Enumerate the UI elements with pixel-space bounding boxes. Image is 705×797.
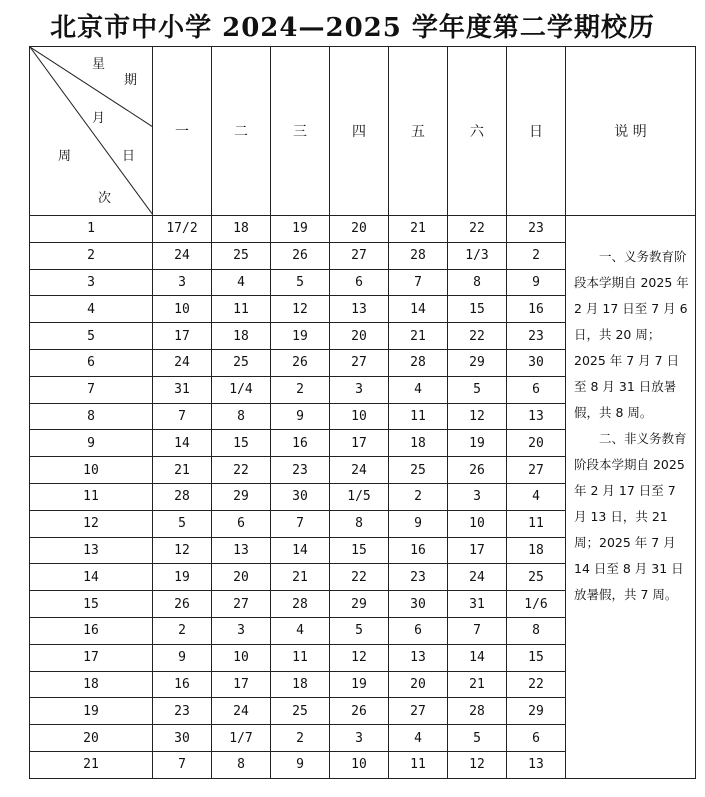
day-cell: 9 <box>153 644 212 671</box>
day-cell: 19 <box>271 216 330 243</box>
day-cell: 6 <box>330 269 389 296</box>
day-cell: 4 <box>389 376 448 403</box>
day-cell: 10 <box>448 510 507 537</box>
week-number-cell: 19 <box>30 698 153 725</box>
day-cell: 4 <box>212 269 271 296</box>
week-number-cell: 2 <box>30 242 153 269</box>
day-cell: 17 <box>448 537 507 564</box>
day-cell: 29 <box>212 483 271 510</box>
week-number-cell: 5 <box>30 323 153 350</box>
week-number-cell: 11 <box>30 483 153 510</box>
day-cell: 27 <box>507 457 566 484</box>
week-number-cell: 14 <box>30 564 153 591</box>
day-cell: 18 <box>389 430 448 457</box>
day-cell: 15 <box>212 430 271 457</box>
day-cell: 11 <box>389 751 448 778</box>
day-cell: 4 <box>389 725 448 752</box>
week-number-cell: 10 <box>30 457 153 484</box>
day-cell: 7 <box>153 403 212 430</box>
day-cell: 8 <box>448 269 507 296</box>
day-cell: 31 <box>153 376 212 403</box>
day-cell: 12 <box>448 403 507 430</box>
day-cell: 23 <box>389 564 448 591</box>
day-cell: 31 <box>448 591 507 618</box>
day-cell: 29 <box>507 698 566 725</box>
page-title: 北京市中小学 2024—2025 学年度第二学期校历 <box>50 13 655 43</box>
day-cell: 2 <box>271 376 330 403</box>
day-cell: 28 <box>448 698 507 725</box>
day-cell: 20 <box>212 564 271 591</box>
corner-header-cell <box>30 47 153 216</box>
day-cell: 4 <box>271 617 330 644</box>
week-number-cell: 12 <box>30 510 153 537</box>
day-cell: 9 <box>271 751 330 778</box>
week-number-cell: 21 <box>30 751 153 778</box>
weekday-header-tue: 二 <box>212 47 271 216</box>
corner-label-yue: 月 <box>92 111 106 126</box>
day-cell: 19 <box>448 430 507 457</box>
day-cell: 16 <box>389 537 448 564</box>
day-cell: 30 <box>389 591 448 618</box>
day-cell: 25 <box>507 564 566 591</box>
day-cell: 30 <box>153 725 212 752</box>
week-number-cell: 9 <box>30 430 153 457</box>
day-cell: 24 <box>330 457 389 484</box>
day-cell: 10 <box>212 644 271 671</box>
weekday-header-mon: 一 <box>153 47 212 216</box>
day-cell: 1/5 <box>330 483 389 510</box>
note-non-compulsory: 二、非义务教育阶段本学期自 2025 年 2 月 17 日至 7 月 13 日，共 21 周；2025 年 7 月 14 日至 8 月 31 日放暑假，共 7 周。 <box>574 431 687 602</box>
day-cell: 10 <box>153 296 212 323</box>
day-cell: 7 <box>153 751 212 778</box>
day-cell: 24 <box>448 564 507 591</box>
day-cell: 14 <box>153 430 212 457</box>
day-cell: 25 <box>271 698 330 725</box>
day-cell: 2 <box>389 483 448 510</box>
day-cell: 13 <box>330 296 389 323</box>
day-cell: 19 <box>271 323 330 350</box>
day-cell: 29 <box>448 349 507 376</box>
day-cell: 17 <box>212 671 271 698</box>
week-number-cell: 4 <box>30 296 153 323</box>
day-cell: 16 <box>507 296 566 323</box>
day-cell: 2 <box>153 617 212 644</box>
day-cell: 24 <box>153 242 212 269</box>
day-cell: 10 <box>330 751 389 778</box>
notes-header: 说 明 <box>566 47 696 216</box>
day-cell: 23 <box>507 323 566 350</box>
day-cell: 21 <box>389 323 448 350</box>
weekday-header-wed: 三 <box>271 47 330 216</box>
day-cell: 18 <box>271 671 330 698</box>
day-cell: 15 <box>330 537 389 564</box>
day-cell: 21 <box>153 457 212 484</box>
day-cell: 1/3 <box>448 242 507 269</box>
day-cell: 16 <box>271 430 330 457</box>
day-cell: 11 <box>212 296 271 323</box>
weekday-header-sun: 日 <box>507 47 566 216</box>
day-cell: 22 <box>448 216 507 243</box>
day-cell: 30 <box>507 349 566 376</box>
week-number-cell: 20 <box>30 725 153 752</box>
day-cell: 7 <box>448 617 507 644</box>
corner-label-qi: 期 <box>124 73 138 88</box>
day-cell: 20 <box>330 216 389 243</box>
day-cell: 6 <box>507 376 566 403</box>
day-cell: 11 <box>507 510 566 537</box>
day-cell: 8 <box>212 751 271 778</box>
day-cell: 18 <box>507 537 566 564</box>
day-cell: 13 <box>507 751 566 778</box>
week-number-cell: 7 <box>30 376 153 403</box>
corner-label-xing: 星 <box>92 57 106 72</box>
day-cell: 21 <box>271 564 330 591</box>
table-row <box>30 216 696 243</box>
day-cell: 12 <box>153 537 212 564</box>
day-cell: 17 <box>153 323 212 350</box>
day-cell: 26 <box>448 457 507 484</box>
day-cell: 14 <box>448 644 507 671</box>
day-cell: 12 <box>271 296 330 323</box>
day-cell: 10 <box>330 403 389 430</box>
day-cell: 19 <box>153 564 212 591</box>
day-cell: 22 <box>212 457 271 484</box>
day-cell: 22 <box>330 564 389 591</box>
day-cell: 25 <box>212 242 271 269</box>
day-cell: 27 <box>330 349 389 376</box>
day-cell: 1/6 <box>507 591 566 618</box>
day-cell: 26 <box>330 698 389 725</box>
header-row <box>30 47 696 216</box>
school-calendar-table <box>29 46 696 779</box>
calendar-body <box>30 216 696 779</box>
day-cell: 15 <box>448 296 507 323</box>
day-cell: 17 <box>330 430 389 457</box>
week-number-cell: 6 <box>30 349 153 376</box>
day-cell: 5 <box>448 725 507 752</box>
corner-label-ci: 次 <box>98 191 112 206</box>
weekday-header-thu: 四 <box>330 47 389 216</box>
day-cell: 3 <box>330 376 389 403</box>
week-number-cell: 16 <box>30 617 153 644</box>
day-cell: 6 <box>212 510 271 537</box>
day-cell: 18 <box>212 216 271 243</box>
day-cell: 5 <box>153 510 212 537</box>
day-cell: 6 <box>389 617 448 644</box>
day-cell: 9 <box>271 403 330 430</box>
day-cell: 26 <box>271 242 330 269</box>
day-cell: 25 <box>389 457 448 484</box>
day-cell: 3 <box>448 483 507 510</box>
week-number-cell: 1 <box>30 216 153 243</box>
day-cell: 24 <box>153 349 212 376</box>
day-cell: 2 <box>271 725 330 752</box>
day-cell: 20 <box>389 671 448 698</box>
day-cell: 21 <box>389 216 448 243</box>
day-cell: 16 <box>153 671 212 698</box>
day-cell: 5 <box>330 617 389 644</box>
day-cell: 21 <box>448 671 507 698</box>
day-cell: 28 <box>153 483 212 510</box>
week-number-cell: 3 <box>30 269 153 296</box>
day-cell: 1/4 <box>212 376 271 403</box>
week-number-cell: 17 <box>30 644 153 671</box>
day-cell: 12 <box>330 644 389 671</box>
day-cell: 26 <box>271 349 330 376</box>
day-cell: 1/7 <box>212 725 271 752</box>
day-cell: 26 <box>153 591 212 618</box>
day-cell: 13 <box>507 403 566 430</box>
day-cell: 15 <box>507 644 566 671</box>
day-cell: 7 <box>271 510 330 537</box>
day-cell: 14 <box>271 537 330 564</box>
day-cell: 4 <box>507 483 566 510</box>
day-cell: 24 <box>212 698 271 725</box>
day-cell: 20 <box>330 323 389 350</box>
day-cell: 28 <box>271 591 330 618</box>
day-cell: 5 <box>271 269 330 296</box>
corner-label-zhou: 周 <box>58 149 72 164</box>
day-cell: 9 <box>507 269 566 296</box>
day-cell: 27 <box>389 698 448 725</box>
day-cell: 23 <box>507 216 566 243</box>
day-cell: 27 <box>330 242 389 269</box>
note-compulsory: 一、义务教育阶段本学期自 2025 年 2 月 17 日至 7 月 6 日，共 20 周；2025 年 7 月 7 日至 8 月 31 日放暑假，共 8 周。 <box>574 249 689 420</box>
day-cell: 8 <box>212 403 271 430</box>
day-cell: 11 <box>389 403 448 430</box>
day-cell: 19 <box>330 671 389 698</box>
day-cell: 13 <box>389 644 448 671</box>
day-cell: 27 <box>212 591 271 618</box>
day-cell: 8 <box>507 617 566 644</box>
weekday-header-fri: 五 <box>389 47 448 216</box>
day-cell: 22 <box>448 323 507 350</box>
day-cell: 18 <box>212 323 271 350</box>
day-cell: 25 <box>212 349 271 376</box>
notes-cell <box>566 216 696 779</box>
week-number-cell: 8 <box>30 403 153 430</box>
day-cell: 9 <box>389 510 448 537</box>
day-cell: 29 <box>330 591 389 618</box>
day-cell: 17/2 <box>153 216 212 243</box>
day-cell: 20 <box>507 430 566 457</box>
day-cell: 3 <box>330 725 389 752</box>
day-cell: 5 <box>448 376 507 403</box>
day-cell: 12 <box>448 751 507 778</box>
corner-label-ri: 日 <box>122 149 136 164</box>
week-number-cell: 13 <box>30 537 153 564</box>
day-cell: 23 <box>271 457 330 484</box>
day-cell: 11 <box>271 644 330 671</box>
week-number-cell: 15 <box>30 591 153 618</box>
day-cell: 6 <box>507 725 566 752</box>
day-cell: 30 <box>271 483 330 510</box>
weekday-header-sat: 六 <box>448 47 507 216</box>
day-cell: 23 <box>153 698 212 725</box>
day-cell: 8 <box>330 510 389 537</box>
day-cell: 2 <box>507 242 566 269</box>
day-cell: 28 <box>389 349 448 376</box>
day-cell: 28 <box>389 242 448 269</box>
day-cell: 13 <box>212 537 271 564</box>
day-cell: 22 <box>507 671 566 698</box>
day-cell: 7 <box>389 269 448 296</box>
day-cell: 3 <box>153 269 212 296</box>
day-cell: 14 <box>389 296 448 323</box>
week-number-cell: 18 <box>30 671 153 698</box>
day-cell: 3 <box>212 617 271 644</box>
